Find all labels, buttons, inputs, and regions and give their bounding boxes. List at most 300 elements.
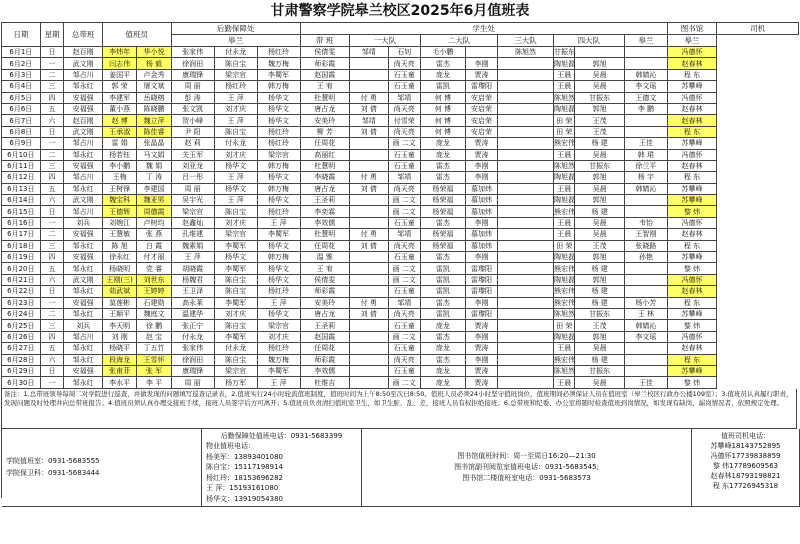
cell-b3 xyxy=(498,81,554,92)
driver-phone: 18143752895 xyxy=(731,441,781,450)
cell-weekday: 六 xyxy=(40,195,64,206)
cell-b2: 安启荣 xyxy=(465,126,497,137)
cell-b1: 刘 倩 xyxy=(349,308,388,319)
cell-library xyxy=(624,126,667,137)
cell-weekday: 日 xyxy=(40,365,64,376)
cell-b1 xyxy=(349,274,388,285)
cell-b1: 画 二文 xyxy=(388,206,420,217)
cell-b4: 田 荣 xyxy=(553,320,574,331)
cell-overall: 安福强 xyxy=(64,252,103,263)
header-drivers-gaolan: 皋兰 xyxy=(667,35,716,47)
library-contacts xyxy=(362,429,692,508)
cell-b4: 郭旭 xyxy=(575,252,624,263)
cell-library: 王德文 xyxy=(624,92,667,103)
cell-library: 李文瑶 xyxy=(624,331,667,342)
cell-logistics: 王 萍 xyxy=(257,377,300,388)
cell-b4: 熊宏伟 xyxy=(553,287,575,296)
cell-logistics: 杨红玲 xyxy=(257,343,300,354)
cell-b4: 王晨 xyxy=(553,183,574,194)
cell-logistics: 付永龙 xyxy=(214,47,257,58)
property-contact-row xyxy=(206,494,357,505)
cell-date: 6月29日 xyxy=(2,365,41,376)
cell-duty-staff: 李建国 xyxy=(137,183,171,194)
cell-date: 6月30日 xyxy=(2,377,41,388)
cell-duty-staff: 陈佳睿 xyxy=(137,126,171,137)
cell-student-lead: 李效儒 xyxy=(300,217,349,228)
cell-student-lead: 任周花 xyxy=(300,240,349,251)
page-title-text: 甘肃警察学院皋兰校区2025年6月值班表 xyxy=(270,3,530,19)
cell-logistics: 王 萍 xyxy=(171,252,214,263)
cell-logistics: 陈自宝 xyxy=(214,286,257,297)
cell-b4: 甘振东 xyxy=(553,48,575,57)
cell-b4: 陶旭磊 xyxy=(553,59,575,68)
cell-b2: 庞龙 xyxy=(420,320,465,331)
cell-date: 6月2日 xyxy=(2,58,41,69)
cell-overall: 刘兵 xyxy=(64,217,103,228)
cell-duty-staff: 魏立萍 xyxy=(137,115,171,126)
cell-b2: 雷杰 xyxy=(420,217,465,228)
cell-duty-staff: 魏宝科 xyxy=(102,195,136,206)
cell-driver: 程 东 xyxy=(667,297,716,308)
cell-student-lead: 唐占龙 xyxy=(300,183,349,194)
cell-b2: 杨荣福 xyxy=(420,195,465,206)
cell-logistics: 陈自宝 xyxy=(214,320,257,331)
cell-logistics: 徐润田 xyxy=(171,58,214,69)
cell-b1: 付 勇 xyxy=(349,229,388,240)
property-contact-row xyxy=(206,483,357,494)
cell-logistics: 韩万梅 xyxy=(257,81,300,92)
cell-student-lead: 李晓霞 xyxy=(300,172,349,183)
cell-b2: 安启荣 xyxy=(465,103,497,114)
cell-driver: 苏攀峰 xyxy=(667,252,716,263)
cell-student-lead: 安美玲 xyxy=(300,115,349,126)
cell-b3: 陈旭然 xyxy=(498,47,554,58)
cell-b1: 尚天亮 xyxy=(388,103,420,114)
cell-b2: 雷杰 xyxy=(420,297,465,308)
cell-driver: 赵春林 xyxy=(667,286,716,297)
cell-logistics: 张正宁 xyxy=(171,320,214,331)
cell-logistics: 杨魏君 xyxy=(171,274,214,285)
cell-b3 xyxy=(498,138,554,149)
cell-overall: 武文刚 xyxy=(64,274,103,285)
cell-duty-staff: 雷 娟 xyxy=(102,138,136,149)
cell-logistics: 刘才庆 xyxy=(214,103,257,114)
cell-weekday: 一 xyxy=(40,297,64,308)
cell-library: 李 鹏 xyxy=(624,103,667,114)
cell-logistics: 李蜀军 xyxy=(214,297,257,308)
cell-b1 xyxy=(349,195,388,206)
cell-duty-staff: 刘婉江 xyxy=(102,217,136,228)
cell-weekday: 日 xyxy=(40,126,64,137)
property-list xyxy=(206,452,357,505)
cell-overall: 邹占川 xyxy=(64,206,103,217)
property-name: 王 萍： xyxy=(206,484,230,493)
cell-date: 6月17日 xyxy=(2,229,41,240)
cell-b4: 郭旭 xyxy=(575,195,624,206)
cell-date: 6月25日 xyxy=(2,320,41,331)
cell-student-lead: 赵国霞 xyxy=(300,69,349,80)
cell-b2: 李刚 xyxy=(465,58,497,69)
cell-driver: 程 东 xyxy=(667,126,716,137)
cell-weekday: 二 xyxy=(40,229,64,240)
cell-logistics: 赵 莉 xyxy=(171,138,214,149)
cell-logistics: 杨红玲 xyxy=(257,47,300,58)
cell-b2: 贾涛 xyxy=(465,138,497,149)
cell-b4: 熊宏伟 xyxy=(553,298,575,307)
logistics-phone-title: 后勤保障处值班电话：0931-5683399 xyxy=(220,431,343,440)
cell-logistics: 陈自宝 xyxy=(214,274,257,285)
security-label: 学院保卫科： xyxy=(6,469,48,478)
cell-b1: 画 二文 xyxy=(388,377,420,388)
cell-weekday: 六 xyxy=(40,115,64,126)
cell-overall: 安福强 xyxy=(64,297,103,308)
cell-duty-staff: 华小悦 xyxy=(137,47,171,58)
cell-weekday: 三 xyxy=(40,320,64,331)
cell-student-lead: 侯倩雯 xyxy=(300,274,349,285)
cell-b1: 邹靖 xyxy=(388,172,420,183)
table-row xyxy=(2,195,799,206)
cell-b2: 杨荣福 xyxy=(420,229,465,240)
cell-duty-staff: 王树锋 xyxy=(102,183,136,194)
cell-logistics: 尹 阳 xyxy=(171,126,214,137)
cell-library: 杨 宇 xyxy=(624,172,667,183)
cell-library: 韩婧沁 xyxy=(624,320,667,331)
cell-driver: 苏攀峰 xyxy=(667,365,716,376)
cell-b4: 吴晨 xyxy=(575,149,624,160)
cell-b2: 李刚 xyxy=(465,252,497,263)
cell-library xyxy=(624,115,667,126)
cell-overall: 赵百刚 xyxy=(64,47,103,58)
cell-logistics: 杨华文 xyxy=(257,308,300,319)
cell-b4: 杨 建 xyxy=(575,286,624,297)
cell-b4: 杨 建 xyxy=(575,206,624,217)
cell-date: 6月7日 xyxy=(2,115,41,126)
cell-b2: 慕加炜 xyxy=(465,240,497,251)
cell-b4: 杨 建 xyxy=(575,354,624,365)
office-label: 学院值班室： xyxy=(6,457,48,466)
cell-logistics: 王 萍 xyxy=(214,172,257,183)
cell-b2: 贾涛 xyxy=(465,365,497,376)
cell-b1: 石玉童 xyxy=(388,343,420,354)
cell-b4: 郭旭 xyxy=(575,331,624,342)
cell-driver: 冯德怀 xyxy=(667,149,716,160)
cell-overall: 武文刚 xyxy=(64,58,103,69)
cell-logistics: 胡晓霞 xyxy=(171,263,214,274)
cell-b4: 王茂 xyxy=(575,320,624,331)
cell-duty-staff: 李 平 xyxy=(137,377,171,388)
cell-weekday: 二 xyxy=(40,308,64,319)
table-row xyxy=(2,229,799,240)
table-row xyxy=(2,377,799,388)
cell-date: 6月15日 xyxy=(2,206,41,217)
header-lead: 带 班 xyxy=(300,35,349,47)
cell-library xyxy=(624,263,667,274)
driver-contacts xyxy=(692,429,800,508)
cell-date: 6月10日 xyxy=(2,149,41,160)
cell-b4: 王茂 xyxy=(575,115,624,126)
cell-b2: 李刚 xyxy=(465,331,497,342)
cell-weekday: 三 xyxy=(40,240,64,251)
cell-student-lead: 高丽红 xyxy=(300,149,349,160)
cell-b1: 画 二文 xyxy=(388,138,420,149)
cell-duty-staff: 王婷婷 xyxy=(137,286,171,297)
table-row xyxy=(2,115,799,126)
cell-driver: 赵春林 xyxy=(667,115,716,126)
cell-b4: 杨 建 xyxy=(575,138,624,149)
cell-b4: 田 荣 xyxy=(553,240,574,251)
cell-logistics: 杨华文 xyxy=(214,252,257,263)
cell-b2: 雷杰 xyxy=(420,331,465,342)
cell-b3 xyxy=(498,252,554,263)
cell-logistics: 刘亚龙 xyxy=(171,160,214,171)
cell-logistics: 杨万军 xyxy=(214,377,257,388)
cell-b2: 何 博 xyxy=(420,103,465,114)
cell-date: 6月24日 xyxy=(2,308,41,319)
cell-driver: 赵春林 xyxy=(667,160,716,171)
cell-duty-staff: 张 燕 xyxy=(137,229,171,240)
cell-b2: 雷瓈阳 xyxy=(465,81,497,92)
cell-b1: 付 勇 xyxy=(349,297,388,308)
cell-b3 xyxy=(498,217,554,228)
table-row xyxy=(2,172,799,183)
table-row xyxy=(2,331,799,342)
cell-logistics: 杨华文 xyxy=(257,103,300,114)
cell-library xyxy=(624,354,667,365)
cell-student-lead: 王圣莉 xyxy=(300,195,349,206)
cell-driver: 冯德怀 xyxy=(667,217,716,228)
cell-b2: 雷瓈阳 xyxy=(465,263,497,274)
cell-b2: 李刚 xyxy=(465,354,497,365)
cell-logistics: 贺小峰 xyxy=(171,115,214,126)
cell-b2: 庞龙 xyxy=(420,69,465,80)
cell-b1: 付雪荣 xyxy=(388,115,420,126)
cell-logistics: 刘才庆 xyxy=(214,308,257,319)
cell-logistics: 陈自宝 xyxy=(214,354,257,365)
cell-weekday: 六 xyxy=(40,274,64,285)
cell-logistics: 周 丽 xyxy=(171,81,214,92)
notes-text: 备注：1.总带班领导每周二对学院进行巡查，并做发现的问题填写巡查记录表，2.值班实行24小时轮流值班制度，值班时间为上午8:50至次日8:50。值班人员必须24小时坚守值班岗位，值班期间必须保证人员在值班室（皋兰校区行政办公楼109室）；3.值班员认真履行职责，发现问题及时处理并向总带班报告；4.值班员须认真办理交接班手续，接班人员签字后方可离开；5.值班员负责清扫值班室卫生，如卫生脏、乱、差，接班人员有权拒绝接班；6.总带班和纪委、办公室将随时检查值班到岗情况，如发现有缺岗、漏岗情况者，依照规定处理。 xyxy=(4,389,793,407)
cell-b1 xyxy=(349,263,388,274)
cell-duty-staff: 刘世东 xyxy=(137,274,171,285)
cell-library xyxy=(624,195,667,206)
cell-b3 xyxy=(498,365,554,376)
cell-b4: 王晨 xyxy=(553,81,574,92)
cell-duty-staff: 丁 涛 xyxy=(137,172,171,183)
cell-b4: 王晨 xyxy=(553,149,574,160)
cell-date: 6月14日 xyxy=(2,195,41,206)
cell-duty-staff: 张 军 xyxy=(137,365,171,376)
cell-driver: 冯德怀 xyxy=(667,274,716,285)
cell-date: 6月18日 xyxy=(2,240,41,251)
cell-b2: 雷杰 xyxy=(420,160,465,171)
cell-b1 xyxy=(349,365,388,376)
cell-duty-staff: 董小燕 xyxy=(102,103,136,114)
cell-weekday: 五 xyxy=(40,103,64,114)
table-row xyxy=(2,252,799,263)
cell-b4: 吴晨 xyxy=(575,229,624,240)
cell-b3 xyxy=(498,172,554,183)
driver-name: 冯德怀 xyxy=(710,451,732,460)
cell-b3 xyxy=(498,103,554,114)
driver-list xyxy=(696,441,795,491)
property-name: 陈自宝： xyxy=(206,463,234,472)
cell-b3 xyxy=(498,274,554,285)
table-row xyxy=(2,81,799,92)
cell-logistics: 韩万梅 xyxy=(257,252,300,263)
cell-b2: 庞龙 xyxy=(420,138,465,149)
cell-b2: 贾涛 xyxy=(465,377,497,388)
property-contact-row xyxy=(206,473,357,484)
cell-overall: 刘兵 xyxy=(64,320,103,331)
cell-b3 xyxy=(498,229,554,240)
cell-b2: 贾涛 xyxy=(465,149,497,160)
cell-b4: 熊宏伟 xyxy=(553,139,575,148)
cell-b2: 雷凯 xyxy=(420,263,465,274)
cell-b2: 雷瓈阳 xyxy=(465,286,497,297)
cell-b4: 吴晨 xyxy=(575,217,624,228)
cell-b1: 尚天亮 xyxy=(388,240,420,251)
cell-student-lead: 师彩霞 xyxy=(300,286,349,297)
cell-logistics: 彭 涛 xyxy=(171,92,214,103)
cell-duty-staff: 陈晓鹏 xyxy=(137,103,171,114)
cell-driver: 苏攀峰 xyxy=(667,138,716,149)
cell-overall: 武文刚 xyxy=(64,126,103,137)
cell-overall: 安福强 xyxy=(64,365,103,376)
cell-date: 6月6日 xyxy=(2,103,41,114)
cell-logistics: 梁宗官 xyxy=(171,206,214,217)
cell-duty-staff: 闫志伟 xyxy=(102,58,136,69)
cell-student-lead: 王 宥 xyxy=(300,81,349,92)
table-row xyxy=(2,297,799,308)
cell-driver: 程 东 xyxy=(667,69,716,80)
cell-logistics: 陈自宝 xyxy=(214,126,257,137)
cell-b1 xyxy=(349,160,388,171)
security-phone-row xyxy=(6,467,197,479)
cell-weekday: 二 xyxy=(40,149,64,160)
header-date: 日期 xyxy=(2,23,41,47)
cell-logistics: 康瑞锋 xyxy=(171,365,214,376)
cell-b1 xyxy=(349,377,388,388)
cell-b4: 吴晨 xyxy=(575,183,624,194)
cell-b4: 甘振东 xyxy=(575,308,624,319)
cell-logistics: 张家伟 xyxy=(171,47,214,58)
table-row xyxy=(2,92,799,103)
cell-weekday: 四 xyxy=(40,92,64,103)
cell-student-lead: 师彩霞 xyxy=(300,58,349,69)
driver-name: 程 东 xyxy=(712,481,730,490)
cell-student-lead: 侯倩雯 xyxy=(300,47,349,58)
cell-duty-staff: 卢金秀 xyxy=(137,69,171,80)
cell-student-lead: 赵国霞 xyxy=(300,331,349,342)
cell-weekday: 一 xyxy=(40,217,64,228)
property-phone: 15117198914 xyxy=(234,463,283,472)
cell-b3 xyxy=(498,263,554,274)
property-phone: 13893401080 xyxy=(234,452,283,461)
table-row xyxy=(2,183,799,194)
cell-b2: 雷凯 xyxy=(420,308,465,319)
header-logistics-gaolan: 皋兰 xyxy=(171,35,300,47)
cell-duty-staff: 王德辉 xyxy=(102,206,136,217)
cell-logistics: 杨华文 xyxy=(257,172,300,183)
cell-b4: 陶旭磊 xyxy=(553,105,575,114)
cell-student-lead: 李效儒 xyxy=(300,365,349,376)
cell-b1: 石玉童 xyxy=(388,320,420,331)
cell-date: 6月12日 xyxy=(2,172,41,183)
cell-driver: 黎 炜 xyxy=(667,377,716,388)
cell-b4: 杨 建 xyxy=(575,263,624,274)
cell-logistics: 梁宗官 xyxy=(214,365,257,376)
cell-duty-staff: 赵 博 xyxy=(102,115,136,126)
cell-driver: 程 东 xyxy=(667,172,716,183)
cell-b2: 慕加炜 xyxy=(465,229,497,240)
cell-logistics: 杨红玲 xyxy=(257,286,300,297)
cell-logistics: 李蜀军 xyxy=(257,69,300,80)
cell-weekday: 三 xyxy=(40,81,64,92)
cell-b4: 王茂 xyxy=(575,126,624,137)
cell-weekday: 四 xyxy=(40,172,64,183)
cell-b2: 李刚 xyxy=(465,160,497,171)
cell-logistics: 杨华文 xyxy=(257,92,300,103)
cell-library xyxy=(624,365,667,376)
header-weekday: 星期 xyxy=(40,23,64,47)
cell-b1 xyxy=(349,58,388,69)
property-phone: 13919054380 xyxy=(234,494,283,503)
cell-weekday: 三 xyxy=(40,160,64,171)
table-row xyxy=(2,47,799,58)
cell-b1: 画 二文 xyxy=(388,274,420,285)
cell-b1: 石玉童 xyxy=(388,286,420,297)
cell-b2: 贾涛 xyxy=(465,69,497,80)
header-drivers: 司机 xyxy=(717,23,799,35)
cell-b4: 郭旭 xyxy=(575,103,624,114)
cell-logistics: 梁宗官 xyxy=(257,320,300,331)
cell-b4: 田 荣 xyxy=(553,115,574,126)
driver-phone: 17739838859 xyxy=(731,451,781,460)
cell-b4: 王晨 xyxy=(553,343,574,354)
property-contact-row xyxy=(206,462,357,473)
cell-library: 张晓路 xyxy=(624,240,667,251)
cell-b3 xyxy=(498,92,554,103)
cell-b1 xyxy=(349,206,388,217)
cell-library: 杨小芳 xyxy=(624,297,667,308)
cell-overall: 邹占川 xyxy=(64,331,103,342)
cell-duty-staff: 屠文斌 xyxy=(137,81,171,92)
cell-logistics: 孔维建 xyxy=(171,229,214,240)
driver-name: 黎 炜 xyxy=(712,461,730,470)
cell-logistics: 梁宗官 xyxy=(214,229,257,240)
cell-date: 6月28日 xyxy=(2,354,41,365)
driver-phone: 17726945318 xyxy=(729,481,779,490)
cell-overall: 安福强 xyxy=(64,160,103,171)
cell-date: 6月5日 xyxy=(2,92,41,103)
cell-logistics: 温建华 xyxy=(171,308,214,319)
cell-b2: 李刚 xyxy=(465,172,497,183)
cell-weekday: 日 xyxy=(40,206,64,217)
cell-b2: 贾涛 xyxy=(465,343,497,354)
cell-b1: 尚天亮 xyxy=(388,183,420,194)
cell-duty-staff: 王梅 xyxy=(102,172,136,183)
table-row xyxy=(2,343,799,354)
cell-b1 xyxy=(349,331,388,342)
cell-duty-staff: 马文娟 xyxy=(137,149,171,160)
cell-b2 xyxy=(465,47,497,58)
library-line-3: 图书馆二楼值班室电话：0931-5683573 xyxy=(462,473,591,482)
cell-library: 韦怡 xyxy=(624,217,667,228)
cell-b4 xyxy=(575,47,624,58)
cell-driver: 黎 炜 xyxy=(667,320,716,331)
cell-library: 韩婧沁 xyxy=(624,183,667,194)
table-row xyxy=(2,308,799,319)
